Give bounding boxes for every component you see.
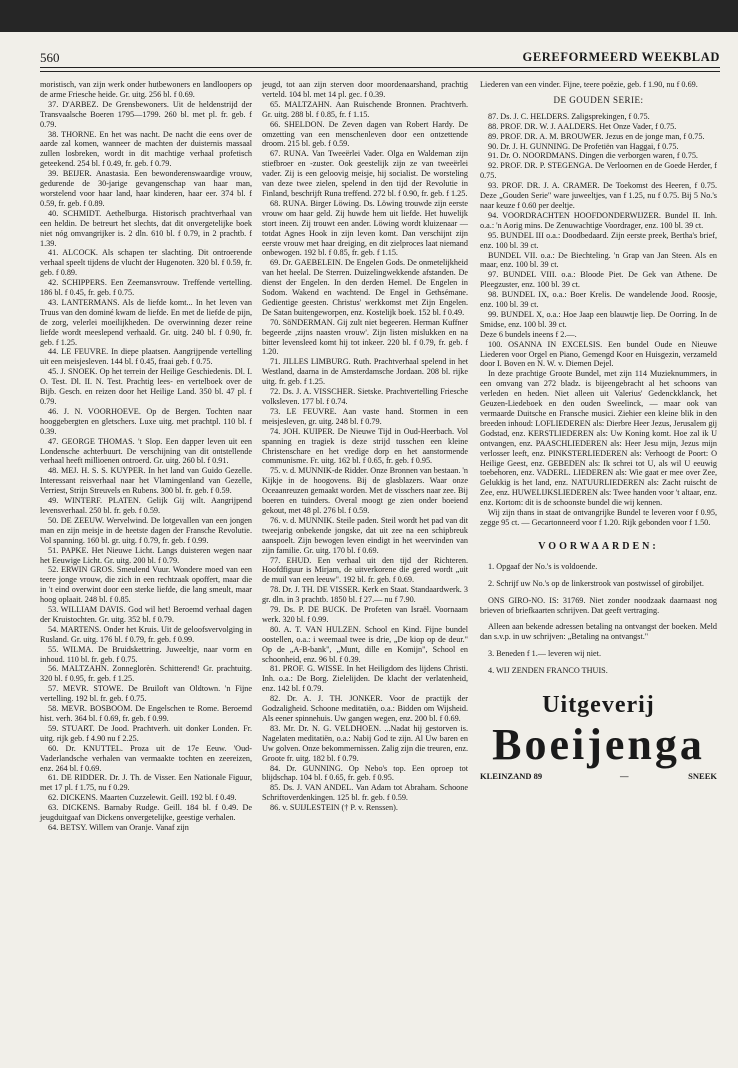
condition-item: ONS GIRO-NO. IS: 31769. Niet zonder noodzaak daarnaast nog brieven of briefkaarten schrijven. Dat geeft vertraging. xyxy=(480,595,717,615)
publisher-city: SNEEK xyxy=(688,771,717,782)
list-item: 56. MALTZAHN. Zonneglorèn. Schitterend! Gr. prachtuitg. 320 bl. f 0.95, fr. geb. f 1.25. xyxy=(40,664,252,684)
list-item: moristisch, van zijn werk onder hutbewoners en landloopers op de arme Friesche heide. Gr. uitg. 256 bl. f 0.69. xyxy=(40,80,252,99)
list-item: 43. LANTERMANS. Als de liefde komt... In het leven van Truus van den dominé kwam de liefde. En met de liefde de pijn, de zorg, velerlei moeilijkheden. De overwinning dezer reine liefde wordt meeslepend verhaald. Gr. uitg. 240 bl. f 0.90, fr. geb. f 1.25. xyxy=(40,297,252,347)
list-item: 45. J. SNOEK. Op het terrein der Heilige Geschiedenis. Dl. I. O. Test. Dl. II. N. Test. Prachtig lees- en vertelboek over de Bijb. Gesch. en reizen door het Heilige Land. 350 bl. 47 pl. f 0.79. xyxy=(40,367,252,406)
column-1 xyxy=(40,80,252,833)
condition-item: 3. Beneden f 1.— leveren wij niet. xyxy=(488,649,601,659)
list-item: 47. GEORGE THOMAS. 't Slop. Een dapper leven uit een Londensche achterbuurt. De verschijning van dit ontstellende verhaal heeft millioenen ontroerd. Gr. uitg. 260 bl. f 0.91. xyxy=(40,436,252,466)
list-item: 69. Dr. GAEBELEIN. De Engelen Gods. De onmetelijkheid van het heelal. De Sterren. Duizelingwekkende afstanden. De dienst der Engelen. In den derden Hemel. De Engelen in Sodom. Wakend en wachtend. De Engel in Gethsémane. Gedientige geesten. Christus' werkkomst met Zijn Engelen. De Satan buitengeworpen, enz. Kostelijk boek. 152 bl. f 0.49. xyxy=(262,258,468,317)
condition-item: Alleen aan bekende adressen betaling na ontvangst der boeken. Meld dan s.v.p. in uw schrijven: „Betaling na ontvangst." xyxy=(480,622,717,642)
list-item: 55. WILMA. De Bruidskettring. Juweeltje, naar vorm en inhoud. 110 bl. fr. geb. f 0.75. xyxy=(40,644,252,664)
list-item: 80. A. T. VAN HULZEN. School en Kind. Fijne bundel oostellen, o.a.: i weemaal twee is drie, „De kiop op de deur." Op de „A-B-bank", „Munt, dille en Komijn", School en schoonheid, enz. 96 bl. f 0.39. xyxy=(262,624,468,664)
list-item: 94. VOORDRACHTEN HOOFDONDERWIJZER. Bundel II. Inh. o.a.: 'n Aorig mins. De Zenuwachtige Voordrager, enz. 100 bl. 39 ct. xyxy=(480,210,717,230)
list-item: BUNDEL VII. o.a.: De Biechteling. 'n Grap van Jan Steen. Als en maar, enz. 100 bl. 39 ct. xyxy=(480,250,717,270)
list-item: Deze 6 bundels ineens f 2.—. xyxy=(480,329,577,339)
list-item: 40. SCHMIDT. Aethelburga. Historisch prachtverhaal van een heldin. De betreurt het slechts, dat dit onvergetelijke boek niet nóg omvangrijker is. 2 dln. 610 bl. f 0.79, in 2 prachtb. f 1.39. xyxy=(40,208,252,248)
list-item: 58. MEVR. BOSBOOM. De Engelschen te Rome. Beroemd hist. verh. 364 bl. f 0.69, fr. geb. f 0.99. xyxy=(40,704,252,723)
list-item: 85. Ds. J. VAN ANDEL. Van Adam tot Abraham. Schoone Schriftoverdenkingen. 125 bl. fr. geb. f 0.59. xyxy=(262,783,468,803)
list-item: jeugd, tot aan zijn sterven door moordenaarshand, prachtig verteld. 104 bl. met 14 pl. gec. f 0.39. xyxy=(262,80,468,99)
list-item: 76. v. d. MUNNIK. Steile paden. Steil wordt het pad van dit tweejarig onbekende jongske, dat uit zee na een schipbreuk aanspoelt. Zijn bewogen leven eindigt in het weervinden van zijn familie. Gr. uitg. 170 bl. f 0.69. xyxy=(262,515,468,555)
list-item: 78. Dr. J. TH. DE VISSER. Kerk en Staat. Standaardwerk. 3 gr. dln. in 3 prachtb. 1850 bl. f 27.— nu f 7.90. xyxy=(262,585,468,605)
publisher-label: Uitgeverij xyxy=(542,692,655,719)
list-item: 44. LE FEUVRE. In diepe plaatsen. Aangrijpende vertelling uit een meisjesleven. 144 bl. f 0.45, fraai geb. f 0.75. xyxy=(40,347,252,367)
list-item: 84. Dr. GUNNING. Op Nebo's top. Een oproep tot blijdschap. 104 bl. f 0.65, fr. geb. f 0.95. xyxy=(262,763,468,783)
list-item: 46. J. N. VOORHOEVE. Op de Bergen. Tochten naar hooggebergten en gletschers. Luxe uitg. met prachtpl. 110 bl. f 0.39. xyxy=(40,406,252,436)
list-item: 42. SCHIPPERS. Een Zeemansvrouw. Treffende vertelling. 186 bl. f 0.45, fr. geb. f 0.75. xyxy=(40,278,252,298)
voorwaarden-heading: VOORWAARDEN: xyxy=(538,540,659,552)
list-item: Liederen van een vinder. Fijne, teere poëzie, geb. f 1.90, nu f 0.69. xyxy=(480,80,698,89)
list-item: 52. ERWIN GROS. Smeulend Vuur. Wondere moed van een teere jonge vrouw, die zich in een rechtzaak opoffert, maar die in 't eind overwint door een sterke liefde, die lang smeult, maar hoog oplaait. 248 bl. f 0.85. xyxy=(40,565,252,605)
publisher-name: Boeijenga xyxy=(492,720,705,770)
list-item: 79. Ds. P. DE BUCK. De Profeten van Israël. Voornaam werk. 320 bl. f 0.99. xyxy=(262,605,468,624)
list-item: 57. MEVR. STOWE. De Bruiloft van Oldtown. 'n Fijne vertelling. 192 bl. fr. geb. f 0.75. xyxy=(40,684,252,704)
list-item: 49. WINTERF. PLATEN. Gelijk Gij wilt. Aangrijpend levensverhaal. 250 bl. fr. geb. f 0.59. xyxy=(40,496,252,515)
list-item: 98. BUNDEL IX, o.a.: Boer Krelis. De wandelende Jood. Roosje, enz. 100 bl. 39 ct. xyxy=(480,290,717,310)
list-item: 74. JOH. KUIPER. De Nieuwe Tijd in Oud-Heerbach. Vol spanning en tragiek is deze strijd tusschen een kleine Christenschare en het vredige dorp en het aanstormende communisme. Fr. uitg. 162 bl. f 0.65, fr. geb. f 0.95. xyxy=(262,426,468,466)
list-item: 83. Mr. Dr. N. G. VELDHOEN. ...Nadat hij gestorven is. Nagelaten meditatiën, o.a.: Nabij God te zijn. Al Uw baren en Uw golven. Onze bekommernissen. Zalig zijn die treuren, enz. Groote fr. uitg. 182 bl. f 0.79. xyxy=(262,723,468,763)
list-item: 59. STUART. De Jood. Prachtverh. uit donker Londen. Fr. uitg. rijk geb. f 4.90 nu f 2.25. xyxy=(40,723,252,743)
list-item: 64. BETSY. Willem van Oranje. Vanaf zijn xyxy=(48,822,189,832)
header-rule-thin xyxy=(40,71,720,72)
list-item: 99. BUNDEL X, o.a.: Hoe Jaap een blauwtje liep. De Oorring. In de Smidse, enz. 100 bl. 39 ct. xyxy=(480,309,717,329)
publisher-address xyxy=(480,772,717,786)
list-item: 91. Dr. O. NOORDMANS. Dingen die verborgen waren, f 0.75. xyxy=(488,151,698,161)
list-item: 54. MARTENS. Onder het Kruis. Uit de geloofsvervolging in Rusland. Gr. uitg. 176 bl. f 0.79, fr. geb. f 0.99. xyxy=(40,624,252,644)
list-item: 87. Ds. J. C. HELDERS. Zaligsprekingen, f 0.75. xyxy=(488,111,650,121)
list-item: 77. EHUD. Een verhaal uit den tijd der Richteren. Hoofdfiguur is Mirjam, de uitverkorene die gered wordt „uit de muil van een leeuw". 192 bl. fr. geb. f 0.69. xyxy=(262,555,468,585)
list-item: 63. DICKENS. Barnaby Rudge. Geill. 184 bl. f 0.49. De jeugduitgaaf van Dickens onvergetelijke, geestige verhalen. xyxy=(40,803,252,823)
list-item: 82. Dr. A. J. TH. JONKER. Voor de practijk der Godzaligheid. Schoone meditatiën, o.a.: Bidden om Wijsheid. Als eener spinnehuis. Uw gangen wegen, enz. 200 bl. f 0.69. xyxy=(262,694,468,723)
list-item: 88. PROF. DR. W. J. AALDERS. Het Onze Vader, f 0.75. xyxy=(488,121,677,131)
list-item: 39. BEIJER. Anastasia. Een bewonderenswaardige vrouw, gedurende de 30-jarige gevangenschap van haar man, worstelend voor haar land, haar kinderen, haar eer. 374 bl. f 0.59, fr. geb. f 0.89. xyxy=(40,169,252,208)
condition-item: 2. Schrijf uw No.'s op de linkerstrook van postwissel of girobiljet. xyxy=(488,578,704,588)
list-item: 86. v. SUIJLESTEIN († P. v. Renssen). xyxy=(270,803,398,813)
list-item: 92. PROF. DR. P. STEGENGA. De Verloornen en de Goede Herder, f 0.75. xyxy=(480,161,717,181)
list-item: 72. Ds. J. A. VISSCHER. Sietske. Prachtvertelling Friesche volksleven. 177 bl. f 0.74. xyxy=(262,387,468,406)
list-item: 61. DE RIDDER. Dr. J. Th. de Visser. Een Nationale Figuur, met 17 pl. f 1.75, nu f 0.29. xyxy=(40,773,252,793)
magazine-page xyxy=(0,32,738,1068)
list-item: 66. SHELDON. De Zeven dagen van Robert Hardy. De omzetting van een menschenleven door een ontzettende droom. 215 bl. geb. f 0.59. xyxy=(262,119,468,149)
publisher-street: KLEINZAND 89 xyxy=(480,771,543,782)
list-item: 60. Dr. KNUTTEL. Proza uit de 17e Eeuw. 'Oud-Vaderlandsche verhalen van vermaakte tochten en zeereizen, enz. 264 bl. f 0.69. xyxy=(40,743,252,773)
list-item: 95. BUNDEL III o.a.: Doodbedaard. Zijn eerste preek, Bertha's brief, enz. 100 bl. 39 ct. xyxy=(480,230,717,250)
page-header xyxy=(40,50,720,68)
condition-item: 4. WIJ ZENDEN FRANCO THUIS. xyxy=(488,666,608,676)
list-item: 100. OSANNA IN EXCELSIS. Een bundel Oude en Nieuwe Liederen voor Orgel en Piano, Gemengd Koor en Huisgezin, verzameld door I. Boven en N. W. v. Diemen Dejel. xyxy=(480,339,717,369)
list-item: 75. v. d. MUNNIK-de Ridder. Onze Bronnen van bestaan. 'n Kijkje in de hoogovens. Bij de glasblazers. Waar onze Oceaanreuzen gemaakt worden. Met de visschers naar zee. Bij boeren en tuinders. Overal moogt ge zien onder boeiend gekout, met 48 pl. 276 bl. f 0.59. xyxy=(262,466,468,515)
header-rule xyxy=(40,67,720,68)
list-item: 68. RUNA. Birger Löwing. Ds. Löwing trouwde zijn eerste vrouw om haar geld. Zij huwde hem uit liefde. Het huwelijk stort ineen. Zij trouwt een ander. Löwing wordt kluizenaar — totdat Agnes Hook in zijn leven komt. Dan verschijnt zijn eerste vrouw met haar dreiging, en dit zielproces laat niemand onbewogen. 192 bl. f 0.85, fr. geb. f 1.15. xyxy=(262,198,468,258)
list-item: 97. BUNDEL VIII. o.a.: Bloode Piet. De Gek van Athene. De Pleegzuster, enz. 100 bl. 39 ct. xyxy=(480,270,717,290)
address-dash: — xyxy=(620,771,629,782)
list-item: 67. RUNA. Van Tweeërlei Vader. Olga en Waldeman zijn stiefbroer en -zuster. Ook geestelijk zijn ze van tweeërlei vader. Zij is een geloovig meisje, hij socialist. De worsteling van deze twee zielen, spelend in den tijd der Revolutie in Finland, beschrijft Runa treffend. 272 bl. f 0.90, fr. geb. f 1.25. xyxy=(262,149,468,198)
list-item: 53. WILLIAM DAVIS. God wil het! Beroemd verhaal dagen der Kruistochten. Gr. uitg. 352 bl. f 0.79. xyxy=(40,605,252,624)
list-item: 89. PROF. DR. A. M. BROUWER. Jezus en de jonge man, f 0.75. xyxy=(488,131,705,141)
list-item: 90. Dr. J. H. GUNNING. De Profetiën van Haggai, f 0.75. xyxy=(488,141,679,151)
list-item: 51. PAPKE. Het Nieuwe Licht. Langs duisteren wegen naar het Eeuwige Licht. Gr. uitg. 200 bl. f 0.79. xyxy=(40,545,252,565)
page-number: 560 xyxy=(40,50,60,65)
list-item: 50. DE ZEEUW. Wervelwind. De lotgevallen van een jongen man en zijn meisje in de heetste dagen der Fransche Revolutie. Vol spanning. 160 bl. gr. uitg. f 0.79, fr. geb. f 0.99. xyxy=(40,515,252,545)
list-item: 48. MEJ. H. S. S. KUYPER. In het land van Guido Gezelle. Interessant reisverhaal naar het Vlamingenland van Gezelle, Verriest, Strijn Streuvels en Rubens. 300 bl. fr. geb. f 0.59. xyxy=(40,466,252,496)
column-2 xyxy=(262,80,468,813)
journal-title: GEREFORMEERD WEEKBLAD xyxy=(522,50,720,64)
list-item: 62. DICKENS. Maarten Cuzzelewit. Geill. 192 bl. f 0.49. xyxy=(48,793,237,803)
list-item: 71. JILLES LIMBURG. Ruth. Prachtverhaal spelend in het Westland, daarna in de Amsterdamsche Jordaan. 208 bl. rijke uitg. fr. geb. f 1.25. xyxy=(262,357,468,387)
list-item: Wij zijn thans in staat de ontvangrijke Bundel te leveren voor f 0.95, zegge 95 ct. — Gecartonneerd voor f 1.20. Rijk gebonden voor f 1.50. xyxy=(480,508,717,527)
list-item: In deze prachtige Groote Bundel, met zijn 114 Muzieknummers, in een omvang van 272 bladz. is bijeengebracht al het schoons van verleden en heden. Niet alleen uit Valerius' Gedenckklanck, het Geuzen-Liedeboek en den ouden Sweelinck, — maar ook van vermaarde Duitsche en Fransche musici. Ziehier een kleine blik in den breeden inhoud: LOFLIEDEREN als: Dierbre Heer Jezus, Jerusalem gij Godstad, enz. KERSTLIEDEREN als: Uw Koning komt. Hoe zal ik U ontvangen, enz. PAASCHLIEDEREN als: Heer Jesu mijn, Jezus mijn verlosser leeft, enz. PINKSTERLIEDEREN als: Verhoogt de Poort: O Heilige Geest, enz. GEBEDEN als: Ik schrei tot U, als wil U eeuwig toebehoren, enz. VADERL. LIEDEREN als: Wie gaat er mee over Zee, Gelukkig is het land, enz. NATUURLIEDEREN als: Zacht ruischt de Zee, enz. HUWELIJKSLIEDEREN als: Twee handen voor 't altaar, enz. enz. Kortom: dit is de schoonste bundel die wij kennen. xyxy=(480,369,717,508)
list-item: 81. PROF. G. WISSE. In het Heiligdom des lijdens Christi. Inh. o.a.: De Borg. Zielelijden. De klacht der verlatenheid, enz. 142 bl. f 0.79. xyxy=(262,664,468,694)
list-item: 70. SöNDERMAN. Gij zult niet begeeren. Herman Kuffner begeerde ,zijns naasten vrouw'. Zijn listen mislukken en na bitter levensleed komt hij tot inkeer. 220 bl. f 0.79, fr. geb. f 1.20. xyxy=(262,317,468,357)
list-item: 65. MALTZAHN. Aan Ruischende Bronnen. Prachtverh. Gr. uitg. 288 bl. f 0.85, fr. f 1.15. xyxy=(262,99,468,119)
list-item: 41. ALCOCK. Als schapen ter slachting. Dit ontroerende verhaal speelt tijdens de vlucht der Hugenoten. 320 bl. f 0.59, fr. geb. f 0.89. xyxy=(40,248,252,278)
column-3 xyxy=(480,80,717,786)
gouden-serie-heading: DE GOUDEN SERIE: xyxy=(553,94,644,105)
list-item: 38. THORNE. En het was nacht. De nacht die eens over de aarde zal komen, wanneer de machten der duisternis massaal zullen losbreken, wordt in dit machtige verhaal profetisch geteekend. 254 bl. f 0.49, fr. geb. f 0.79. xyxy=(40,129,252,169)
list-item: 73. LE FEUVRE. Aan vaste hand. Stormen in een meisjesleven, gr. uitg. 248 bl. f 0.79. xyxy=(262,406,468,426)
list-item: 37. D'ARBEZ. De Grensbewoners. Uit de heldenstrijd der Transvaalsche Boeren 1795—1799. 260 bl. met pl. fr. geb. f 0.79. xyxy=(40,99,252,129)
condition-item: 1. Opgaaf der No.'s is voldoende. xyxy=(488,561,598,571)
list-item: 93. PROF. DR. J. A. CRAMER. De Toekomst des Heeren, f 0.75. Deze „Gouden Serie" ware juweeltjes, van f 1.25, nu f 0.75. Bij 5 No.'s naar keuze f 0.60 per deeltje. xyxy=(480,181,717,210)
